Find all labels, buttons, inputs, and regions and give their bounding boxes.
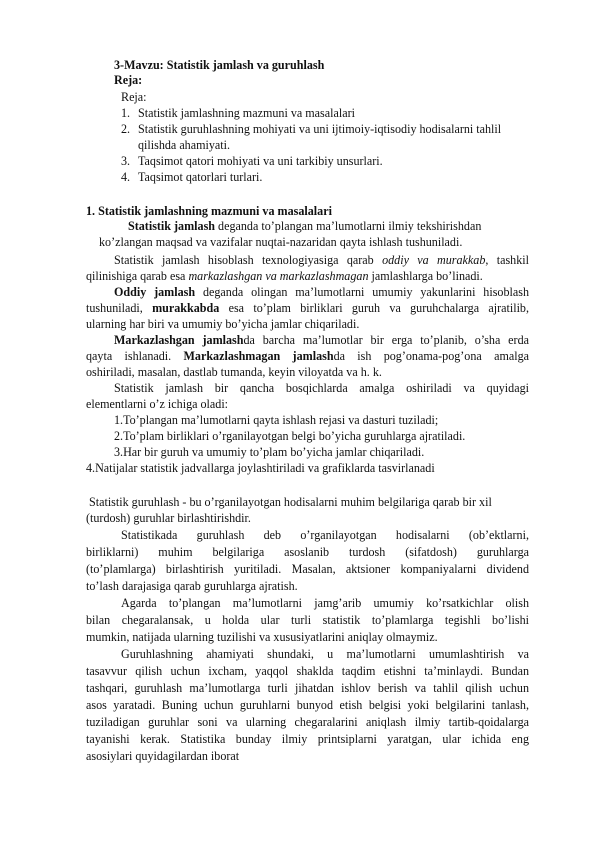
- plan-label: Reja:: [121, 90, 147, 104]
- paragraph-line: (to’plamlarga) birlashtirish yuritiladi. Masalan, aktsioner kompaniyalarni dividend: [86, 562, 529, 576]
- paragraph-line: Statistikada guruhlash deb o’rganilayotgan hodisalarni (ob’ektlarni,: [121, 528, 529, 542]
- plan-item-number: 3.: [121, 154, 131, 168]
- section-heading: 1. Statistik jamlashning mazmuni va masalalari: [86, 204, 332, 218]
- paragraph-line: [86, 269, 483, 283]
- italic-text: oddiy va murakkab: [382, 253, 486, 267]
- topic-title: 3-Mavzu: Statistik jamlash va guruhlash: [114, 58, 325, 72]
- paragraph-line: bilan chegaralansak, u holda ular turli statistik to’plamlarga tegishli bo’lishi: [86, 613, 529, 627]
- plan-item-continuation: qilishda ahamiyati.: [138, 138, 231, 152]
- term: Statistik jamlash: [128, 219, 216, 233]
- text: Statistik jamlash hisoblash texnologiyasiga qarab: [114, 253, 383, 267]
- text: da barcha ma’lumotlar bir erga to’planib, o’sha erda: [243, 333, 529, 347]
- paragraph-line: tayanishi kerak. Statistika bunday ilmiy printsiplarni yaratgan, ular ichida eng: [86, 732, 529, 746]
- paragraph-line: birliklarni) muhim belgilariga asoslanib turdosh (sifatdosh) guruhlarga: [86, 545, 529, 559]
- plan-item: Statistik jamlashning mazmuni va masalalari: [138, 106, 355, 120]
- paragraph-line: asosiylari quyidagilardan iborat: [86, 749, 240, 763]
- paragraph-line: [114, 253, 529, 267]
- paragraph-line: Guruhlashning ahamiyati shundaki, u ma’lumotlarni umumlashtirish va: [121, 647, 529, 661]
- paragraph-line: ularning har biri va umumiy bo’yicha jamlar chiqariladi.: [86, 317, 360, 331]
- text: , tashkil: [485, 253, 529, 267]
- plan-item-number: 2.: [121, 122, 131, 136]
- paragraph-line: oshiriladi, masalan, dastlab tumanda, keyin viloyatda va h. k.: [86, 365, 382, 379]
- paragraph-line: to’lash darajasiga qarab guruhlarga ajratish.: [86, 579, 298, 593]
- text: jamlashlarga bo’linadi.: [368, 269, 483, 283]
- plan-item-number: 1.: [121, 106, 131, 120]
- paragraph-line: [114, 285, 529, 299]
- paragraph-line: [114, 333, 529, 347]
- list-item: 1.To’plangan ma’lumotlarni qayta ishlash rejasi va dasturi tuziladi;: [114, 413, 439, 427]
- paragraph-line: tuziladigan guruhlar soni va ularning chegaralarini aniqlash ilmiy tartib-qoidalarga: [86, 715, 529, 729]
- text: tushuniladi,: [86, 301, 153, 315]
- list-item: 3.Har bir guruh va umumiy to’plam bo’yicha jamlar chiqariladi.: [114, 445, 425, 459]
- text: qayta ishlanadi.: [86, 349, 184, 363]
- text: deganda olingan ma’lumotlarni umumiy yakunlarini hisoblash: [195, 285, 529, 299]
- list-item: 4.Natijalar statistik jadvallarga joylashtiriladi va grafiklarda tasvirlanadi: [86, 461, 435, 475]
- paragraph-line: Agarda to’plangan ma’lumotlarni jamg’arib umumiy ko’rsatkichlar olish: [121, 596, 529, 610]
- paragraph-line: tashqari, guruhlash ma’lumotlarga turli jihatdan ishlov berish va tahlil qilish uchun: [86, 681, 529, 695]
- plan-item: Taqsimot qatori mohiyati va uni tarkibiy unsurlari.: [138, 154, 383, 168]
- term: Oddiy jamlash: [114, 285, 196, 299]
- plan-item-number: 4.: [121, 170, 131, 184]
- term: Markazlashgan jamlash: [114, 333, 244, 347]
- plan-item: Taqsimot qatorlari turlari.: [138, 170, 263, 184]
- text: qilinishiga qarab esa: [86, 269, 189, 283]
- paragraph-line: tasavvur qilish uchun ixcham, yaqqol shaklda taqdim etishni ta’minlaydi. Bundan: [86, 664, 529, 678]
- paragraph-line: (turdosh) guruhlar birlashtirishdir.: [86, 511, 251, 525]
- definition-text: deganda to’plangan ma’lumotlarni ilmiy tekshirishdan: [215, 219, 482, 233]
- plan-heading: Reja:: [114, 73, 143, 87]
- paragraph-line: [86, 349, 529, 363]
- definition-line: ko’zlangan maqsad va vazifalar nuqtai-nazaridan qayta ishlash tushuniladi.: [99, 235, 463, 249]
- term: murakkabda: [152, 301, 220, 315]
- paragraph-line: asos yaratadi. Buning uchun guruhlarni bunyod etish belgisi yoki belgilarini tanlash,: [86, 698, 529, 712]
- paragraph-line: elementlarni o’z ichiga oladi:: [86, 397, 229, 411]
- text: esa to’plam birliklari guruh va guruhchalarga ajratilib,: [219, 301, 530, 315]
- paragraph-line: mumkin, natijada ularning tuzilishi va xususiyatlarini aniqlay olmaymiz.: [86, 630, 438, 644]
- paragraph-line: Statistik jamlash bir qancha bosqichlarda amalga oshiriladi va quyidagi: [114, 381, 529, 395]
- definition-line: [128, 219, 481, 233]
- list-item: 2.To’plam birliklari o’rganilayotgan belgi bo’yicha guruhlarga ajratiladi.: [114, 429, 466, 443]
- text: da ish pog’onama-pog’ona amalga: [333, 349, 529, 363]
- italic-text: markazlashgan va markazlashmagan: [188, 269, 369, 283]
- paragraph-line: Statistik guruhlash - bu o’rganilayotgan hodisalarni muhim belgilariga qarab bir xil: [89, 495, 492, 509]
- paragraph-line: [86, 301, 529, 315]
- plan-item: Statistik guruhlashning mohiyati va uni ijtimoiy-iqtisodiy hodisalarni tahlil: [138, 122, 502, 136]
- term: Markazlashmagan jamlash: [183, 349, 334, 363]
